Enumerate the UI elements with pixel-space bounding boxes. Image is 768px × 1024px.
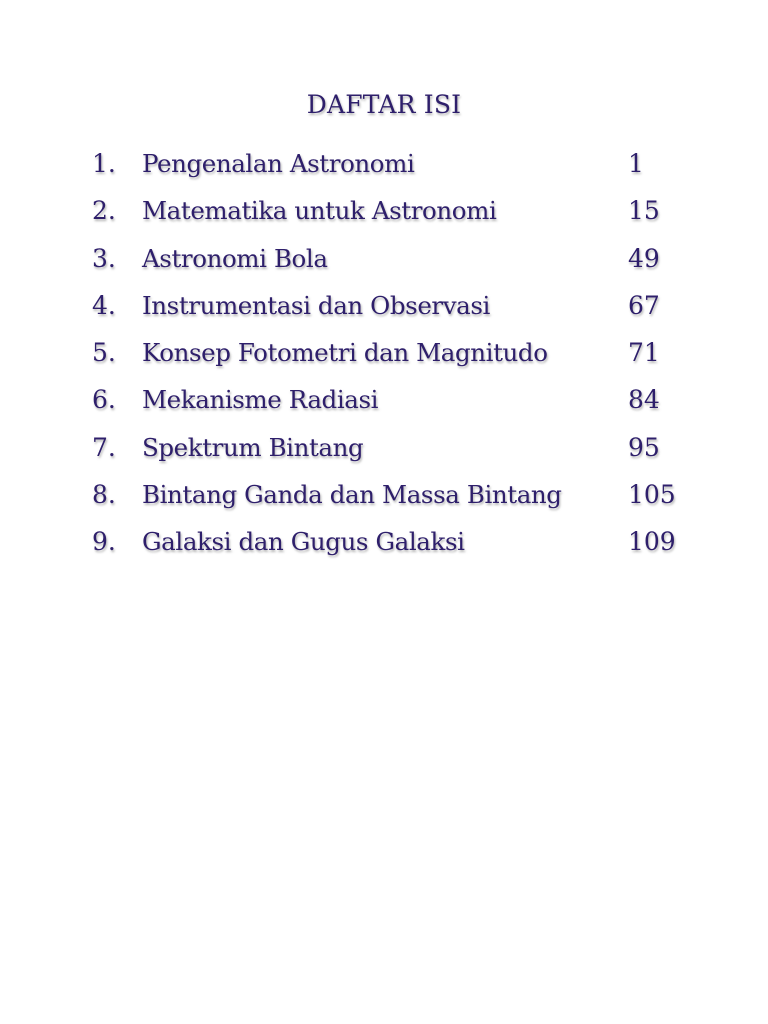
toc-entry-number: 5.	[92, 338, 116, 368]
toc-entry-2	[0, 187, 768, 234]
toc-entry-label: Astronomi Bola	[142, 243, 328, 273]
toc-entry-number: 1.	[92, 149, 116, 178]
toc-entry-1	[0, 140, 768, 187]
toc-entry-number: 2.	[92, 196, 116, 226]
toc-entry-label: Bintang Ganda dan Massa Bintang	[142, 480, 562, 510]
toc-entry-label: Matematika untuk Astronomi	[142, 196, 497, 226]
toc-entry-label: Pengenalan Astronomi	[142, 149, 415, 178]
toc-entry-label: Konsep Fotometri dan Magnitudo	[142, 338, 548, 368]
toc-entry-page: 84	[628, 385, 660, 415]
toc-entry-label: Instrumentasi dan Observasi	[142, 290, 490, 320]
toc-entry-page: 49	[628, 243, 660, 273]
toc-entry-9	[0, 518, 768, 565]
toc-entry-5	[0, 329, 768, 376]
toc-entry-4	[0, 282, 768, 329]
toc-entry-number: 9.	[92, 527, 116, 557]
toc-entry-6	[0, 376, 768, 423]
table-of-contents	[0, 140, 768, 566]
toc-entry-page: 105	[628, 480, 676, 510]
toc-entry-3	[0, 235, 768, 282]
toc-entry-label: Galaksi dan Gugus Galaksi	[142, 527, 465, 557]
toc-entry-page: 109	[628, 527, 676, 557]
toc-entry-8	[0, 471, 768, 518]
page-title: DAFTAR ISI	[306, 90, 462, 119]
toc-entry-page: 95	[628, 432, 660, 462]
toc-entry-label: Mekanisme Radiasi	[142, 385, 379, 415]
toc-entry-7	[0, 424, 768, 471]
toc-entry-label: Spektrum Bintang	[142, 432, 364, 462]
toc-entry-number: 6.	[92, 385, 116, 415]
toc-entry-number: 4.	[92, 290, 116, 320]
toc-entry-page: 1	[628, 149, 644, 178]
toc-entry-page: 71	[628, 338, 660, 368]
toc-entry-number: 7.	[92, 432, 116, 462]
toc-entry-number: 8.	[92, 480, 116, 510]
toc-entry-page: 15	[628, 196, 660, 226]
toc-entry-page: 67	[628, 290, 660, 320]
toc-entry-number: 3.	[92, 243, 116, 273]
